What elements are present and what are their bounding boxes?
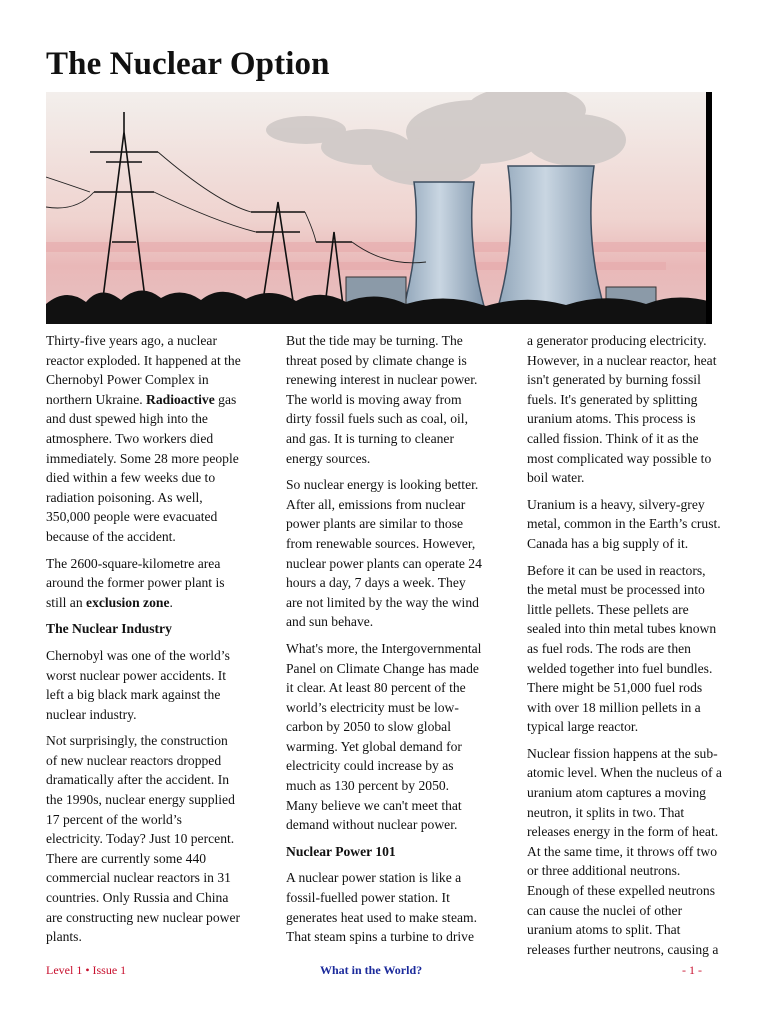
paragraph: A nuclear power station is like a fossil-fuelled power station. It generates heat used to make steam. That steam spins a turbine to drive: [286, 870, 477, 945]
paragraph: Uranium is a heavy, silvery-grey metal, common in the Earth’s crust. Canada has a big supply of it.: [527, 496, 721, 551]
page-footer: [46, 963, 702, 979]
footer-page-number: - 1 -: [682, 963, 702, 977]
paragraph: [46, 554, 242, 613]
column-2: [286, 332, 482, 954]
paragraph: Chernobyl was one of the world’s worst nuclear power accidents. It left a big black mark against the nuclear industry.: [46, 647, 230, 722]
column-1: [46, 332, 242, 954]
paragraph: So nuclear energy is looking better. After all, emissions from nuclear power plants are similar to those from renewable sources. However, nuclear power plants can operate 24 hours a day, 7 days a week. They are not limited by the way the wind and sun behave.: [286, 477, 482, 630]
section-heading: The Nuclear Industry: [46, 621, 172, 637]
section-heading: Nuclear Power 101: [286, 843, 396, 859]
paragraph: Not surprisingly, the construction of new nuclear reactors dropped dramatically after the accident. In the 1990s, nuclear energy supplied 17 percent of the world’s electricity. Today? Just 10 percent. There are currently some 440 commercial nuclear reactors in 31 countries. Only Russia and China are constructing new nuclear power plants.: [46, 733, 241, 945]
text: The 2600-square-kilometre area around the former power plant is still an: [46, 555, 225, 610]
page-title: The Nuclear Option: [46, 46, 330, 82]
text: Thirty-five years ago, a nuclear reactor exploded. It happened at the Chernobyl Power Complex in northern Ukraine.: [46, 333, 241, 407]
bold-term: Radioactive: [146, 391, 215, 407]
paragraph: Nuclear fission happens at the sub-atomic level. When the nucleus of a uranium atom captures a moving neutron, it splits in two. That releases energy in the form of heat. At the same time, it throws off two or three additional neutrons. Enough of these expelled neutrons can cause the nuclei of other uranium atoms to split. That releases further neutrons, causing a: [527, 745, 722, 957]
text: gas and dust spewed high into the atmosphere. Two workers died immediately. Some 28 more people died within a few weeks due to radiation poisoning. As well, 350,000 people were evacuated because of the accident.: [46, 391, 239, 544]
paragraph: Before it can be used in reactors, the metal must be processed into little pellets. These pellets are sealed into thin metal tubes known as fuel rods. The rods are then welded together into fuel bundles. There might be 51,000 fuel rods with over 18 million pellets in a typical large reactor.: [527, 562, 717, 735]
paragraph: But the tide may be turning. The threat posed by climate change is renewing interest in nuclear power. The world is moving away from dirty fossil fuels such as coal, oil, and gas. It is turning to cleaner energy sources.: [286, 333, 478, 466]
footer-publication: What in the World?: [320, 963, 423, 977]
nuclear-plant-illustration: [46, 92, 712, 324]
hero-image: [46, 92, 712, 324]
paragraph: [46, 331, 242, 547]
paragraph: a generator producing electricity. However, in a nuclear reactor, heat isn't generated by burning fossil fuels. It's generated by splitting uranium atoms. This process is called fission. Think of it as the most complicated way possible to boil water.: [527, 333, 717, 486]
text: .: [169, 594, 173, 610]
bold-term: exclusion zone: [86, 594, 170, 610]
paragraph: What's more, the Intergovernmental Panel on Climate Change has made it clear. At least 80 percent of the world’s electricity must be low-carbon by 2050 to slow global warming. Yet global demand for electricity could increase by as much as 130 percent by 2050. Many believe we can't meet that demand without nuclear power.: [286, 640, 482, 833]
footer-issue: Level 1 • Issue 1: [46, 963, 127, 977]
column-3: [527, 332, 723, 966]
